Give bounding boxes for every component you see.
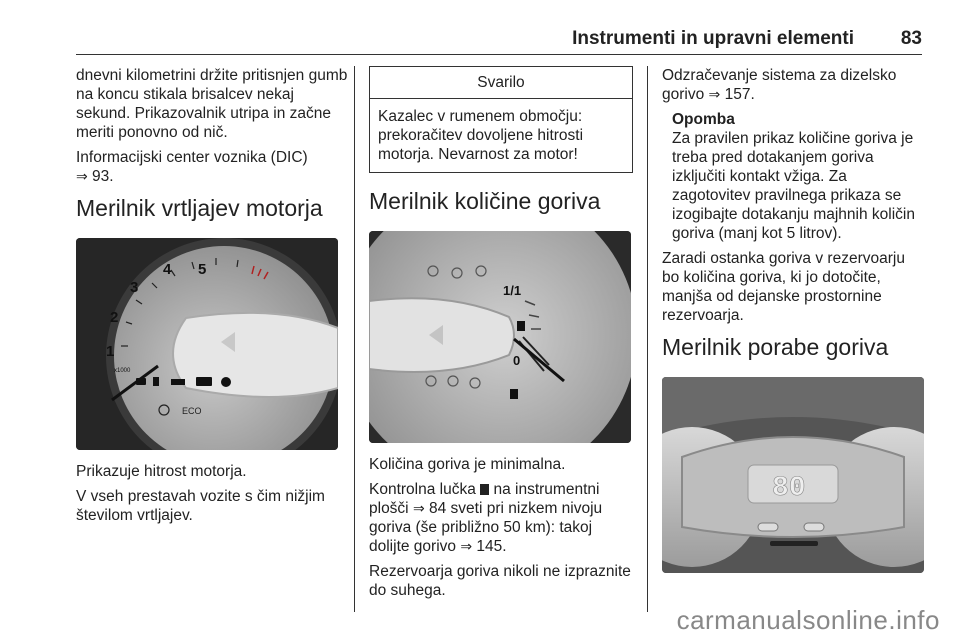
heading-fuel-consumption: Merilnik porabe goriva bbox=[662, 334, 889, 360]
paragraph-text: na instrumentni plošči bbox=[369, 481, 600, 517]
paragraph: Zaradi ostanka goriva v rezervoarju bo količina goriva, ki jo dotočite, manjša od dejanske prostornine rezervoarja. bbox=[662, 250, 905, 324]
tachometer-image bbox=[76, 238, 338, 450]
note-text: Za pravilen prikaz količine goriva je treba pred dotakanjem goriva izključiti kontakt vžiga. Za zagotovitev pravilnega prikaza se izogibajte dotakanju majhnih količin goriva (manj kot 5 litrov). bbox=[672, 130, 915, 242]
reference-arrow-icon: ⇒ bbox=[412, 500, 425, 516]
paragraph: Količina goriva je minimalna. bbox=[369, 456, 566, 473]
page-reference: 84 sveti pri nizkem nivoju goriva (še približno 50 km): takoj dolijte gorivo bbox=[369, 500, 603, 555]
fuel-consumption-image bbox=[662, 377, 924, 573]
fuel-label-full: 1/1 bbox=[503, 283, 522, 298]
rpm-label-4: 4 bbox=[163, 261, 172, 278]
rpm-label-5: 5 bbox=[198, 261, 207, 278]
rpm-label-3: 3 bbox=[130, 279, 139, 296]
note-title: Opomba bbox=[672, 111, 735, 128]
reference-arrow-icon: ⇒ bbox=[708, 86, 721, 102]
section-title: Instrumenti in upravni elementi bbox=[572, 28, 854, 49]
watermark: carmanualsonline.info bbox=[676, 605, 940, 635]
reference-arrow-icon: ⇒ bbox=[460, 538, 473, 554]
column-right bbox=[662, 66, 926, 585]
consumption-display: 80 bbox=[772, 473, 806, 504]
warning-title: Svarilo bbox=[370, 67, 632, 99]
heading-fuel-gauge: Merilnik količine goriva bbox=[369, 188, 601, 214]
paragraph bbox=[369, 480, 633, 556]
paragraph-text: Odzračevanje sistema za dizelsko gorivo bbox=[662, 67, 897, 103]
paragraph-text: Kontrolna lučka bbox=[369, 481, 476, 498]
reference-arrow-icon: ⇒ bbox=[76, 168, 88, 184]
rpm-label-2: 2 bbox=[110, 309, 119, 326]
column-middle bbox=[369, 66, 633, 606]
paragraph: Rezervoarja goriva nikoli ne izpraznite do suhega. bbox=[369, 563, 631, 599]
page-reference: 145. bbox=[476, 538, 507, 555]
paragraph bbox=[76, 148, 348, 186]
warning-text: Kazalec v rumenem območju: prekoračitev dovoljene hitrosti motorja. Nevarnost za motor! bbox=[378, 108, 584, 163]
column-divider bbox=[647, 66, 648, 612]
fuel-label-empty: 0 bbox=[513, 353, 521, 368]
heading-tachometer: Merilnik vrtljajev motorja bbox=[76, 195, 323, 221]
rpm-label-1: 1 bbox=[106, 343, 115, 360]
rpm-unit-label: x1000 bbox=[114, 368, 131, 374]
fuel-pump-icon bbox=[480, 484, 489, 495]
warning-box bbox=[369, 66, 633, 173]
note-block bbox=[672, 110, 926, 243]
page-reference: 157. bbox=[724, 86, 755, 103]
page-reference: 93. bbox=[92, 168, 114, 185]
paragraph-text: Informacijski center voznika (DIC) bbox=[76, 149, 308, 166]
paragraph bbox=[662, 66, 926, 104]
eco-label: ECO bbox=[182, 406, 202, 416]
page-number: 83 bbox=[900, 28, 922, 49]
fuel-gauge-image bbox=[369, 231, 631, 443]
paragraph: V vseh prestavah vozite s čim nižjim številom vrtljajev. bbox=[76, 488, 325, 524]
paragraph: Prikazuje hitrost motorja. bbox=[76, 463, 247, 480]
column-left bbox=[76, 66, 348, 531]
page-header bbox=[76, 28, 922, 55]
paragraph: dnevni kilometrini držite pritisnjen gumb na koncu stikala brisalcev nekaj sekund. Prikazovalnik utripa in začne meriti ponovno od nič. bbox=[76, 67, 348, 141]
column-divider bbox=[354, 66, 355, 612]
